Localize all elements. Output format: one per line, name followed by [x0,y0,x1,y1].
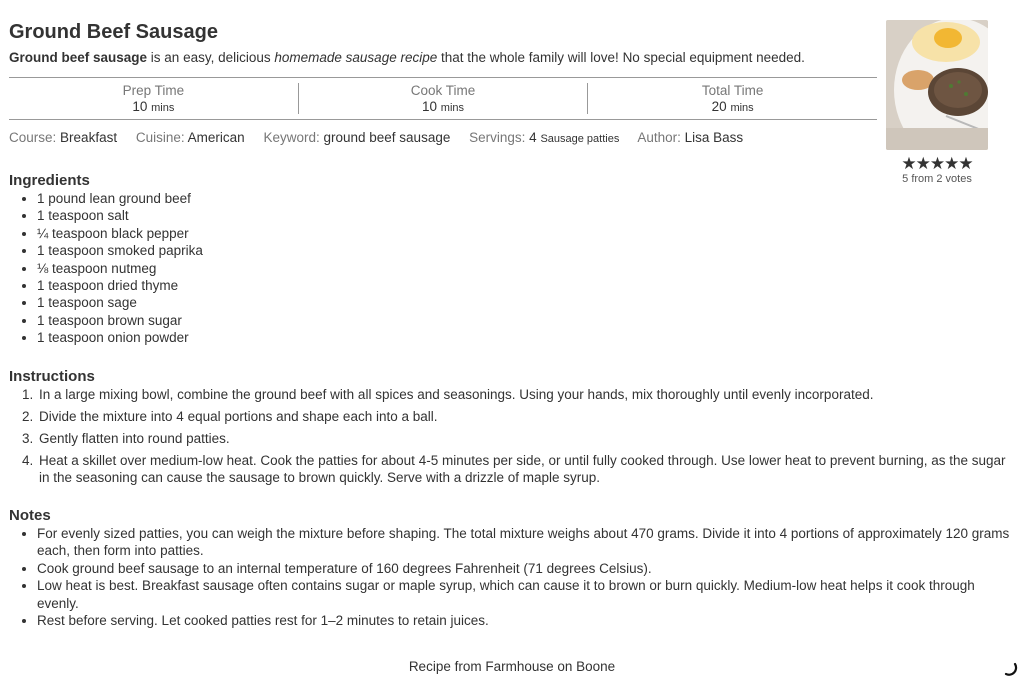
notes-list [9,525,1019,629]
meta-course [9,130,117,145]
total-time-label: Total Time [701,83,764,98]
cook-time-label: Cook Time [410,83,476,98]
ingredients-list [9,190,203,347]
notes-section [9,507,1019,629]
note-item: • For evenly sized patties, you can weigh the mixture before shaping. The total mixture weighs about 470 grams. Divide it into 4 portions of approximately 120 grams each, then form into patties. [37,525,1019,560]
instructions-heading: Instructions [9,368,95,385]
cuisine-label: Cuisine: [135,130,185,145]
cuisine-value[interactable]: American [187,130,245,145]
servings-unit: Sausage patties [540,133,620,145]
summary-text-2: that the whole family will love! No special equipment needed. [437,50,805,65]
note-item: • Low heat is best. Breakfast sausage often contains sugar or maple syrup, which can cause it to brown or burn quickly. Medium-low heat helps it cook through evenly. [37,577,1019,612]
note-item: • Cook ground beef sausage to an internal temperature of 160 degrees Fahrenheit (71 degrees Celsius). [37,560,1019,577]
ingredient-item: • ¼ teaspoon black pepper [37,225,203,242]
ingredient-item: • 1 teaspoon sage [37,294,203,311]
recipe-header [9,18,1019,145]
ingredient-item: • 1 teaspoon onion powder [37,329,203,346]
recipe-meta [9,130,877,145]
servings-value[interactable]: 4 [529,130,537,145]
instruction-step: 1. In a large mixing bowl, combine the ground beef with all spices and seasonings. Using your hands, mix thoroughly until evenly incorporated. [37,386,1019,403]
ingredient-item: • 1 pound lean ground beef [37,190,203,207]
ingredient-item: • ⅛ teaspoon nutmeg [37,260,203,277]
loading-spinner-icon [1002,661,1018,677]
meta-author [637,130,743,145]
summary-text-1: is an easy, delicious [147,50,275,65]
meta-cuisine [136,130,245,145]
instruction-step: 4. Heat a skillet over medium-low heat. Cook the patties for about 4-5 minutes per side, or until fully cooked through. Use lower heat to prevent burning, as the sugar in the seasoning can cause the sausage to brown quickly. Serve with a drizzle of maple syrup. [37,452,1019,487]
total-time-value: 20 [711,99,727,114]
author-label: Author: [637,130,681,145]
cook-time-unit: mins [440,102,465,114]
total-time-unit: mins [730,102,754,114]
recipe-title: Ground Beef Sausage [9,21,218,43]
rating-stars-icon[interactable]: ★★★★★ [901,154,973,173]
cook-time [299,83,589,114]
total-time [588,83,877,114]
recipe-summary [9,50,869,65]
prep-time-unit: mins [151,102,175,114]
prep-time-label: Prep Time [122,83,185,98]
meta-servings [469,130,619,145]
instruction-step: 3. Gently flatten into round patties. [37,430,1019,447]
recipe-photo-image [886,20,988,150]
note-item: • Rest before serving. Let cooked patties rest for 1–2 minutes to retain juices. [37,612,1019,629]
keyword-label: Keyword: [263,130,320,145]
summary-bold: Ground beef sausage [9,50,148,65]
instruction-step: 2. Divide the mixture into 4 equal portions and shape each into a ball. [37,408,1019,425]
course-value[interactable]: Breakfast [60,130,118,145]
prep-time [9,83,299,114]
instructions-section [9,368,1019,491]
rating-votes: 5 from 2 votes [902,173,972,185]
instructions-list [9,386,1019,487]
cook-time-value: 10 [421,99,438,114]
ingredients-heading: Ingredients [9,172,90,189]
recipe-times [9,77,877,120]
summary-italic: homemade sausage recipe [274,50,438,65]
prep-time-value: 10 [132,99,148,114]
author-value: Lisa Bass [684,130,744,145]
keyword-value: ground beef sausage [323,130,451,145]
notes-heading: Notes [9,507,51,524]
footer-credit[interactable]: Recipe from Farmhouse on Boone [408,659,616,674]
course-label: Course: [9,130,57,145]
ingredients-section [9,172,203,347]
meta-keyword [263,130,450,145]
servings-label: Servings: [469,130,526,145]
recipe-photo [886,20,988,150]
ingredient-item: • 1 teaspoon salt [37,207,203,224]
ingredient-item: • 1 teaspoon smoked paprika [37,242,203,259]
recipe-rating[interactable] [886,155,988,185]
ingredient-item: • 1 teaspoon brown sugar [37,312,203,329]
ingredient-item: • 1 teaspoon dried thyme [37,277,203,294]
